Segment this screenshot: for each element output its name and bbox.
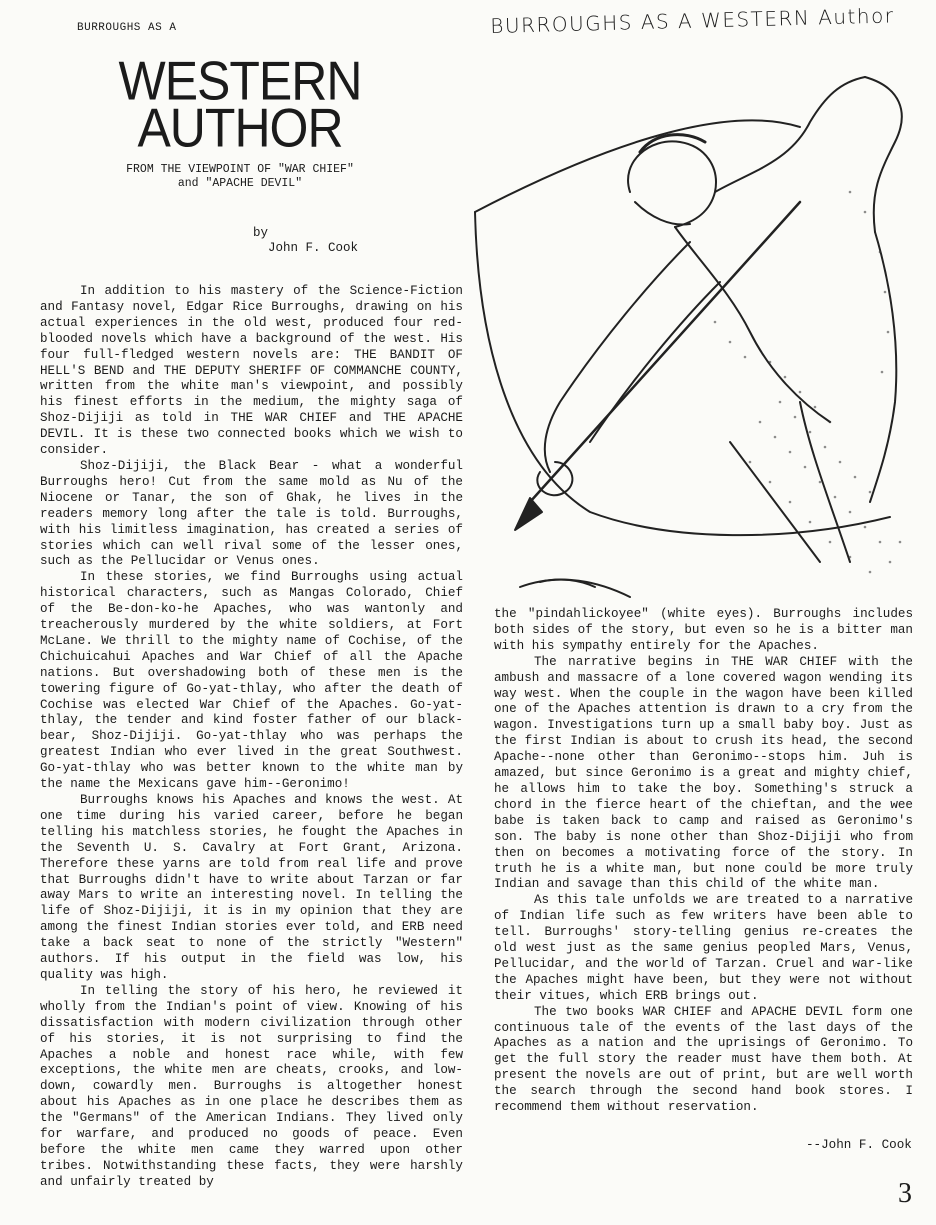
handwritten-title: BURROUGHS AS A WESTERN Author <box>490 3 895 38</box>
apache-archer-illustration <box>470 42 922 602</box>
page-number: 3 <box>898 1178 912 1209</box>
paragraph: As this tale unfolds we are treated to a narrative of Indian life such as few writers have been able to tell. Burroughs' story-telling genius re-creates the old west just as the same genius peopled Mars, Venus, Pellucidar, and the world of Tarzan. Cruel and war-like the Apaches might have been, but they were not without their vitues, which ERB brings out. <box>494 893 913 1003</box>
article-column-left <box>40 284 463 1191</box>
paragraph: In addition to his mastery of the Science-Fiction and Fantasy novel, Edgar Rice Burroughs, drawing on his actual experiences in the old west, produced four red-blooded novels which have a background of the west. His four full-fledged western novels are: THE BANDIT OF HELL'S BEND and THE DEPUTY SHERIFF OF COMMANCHE COUNTY, written from the white man's viewpoint, and possibly his finest efforts in the medium, the mighty saga of Shoz-Dijiji as told in THE WAR CHIEF and THE APACHE DEVIL. It is these two connected books which we wish to consider. <box>40 284 463 458</box>
byline-author: John F. Cook <box>268 241 359 255</box>
paragraph: The two books WAR CHIEF and APACHE DEVIL form one continuous tale of the events of the last days of the Apaches as a nation and the uprisings of Geronimo. To get the full story the reader must have them both. At present the novels are out of print, but are well worth the search through the second hand book stores. I recommend them without reservation. <box>494 1004 913 1115</box>
article-title <box>110 50 370 159</box>
article-column-right <box>494 607 913 1116</box>
kicker-text: BURROUGHS AS A <box>77 22 177 34</box>
paragraph: Shoz-Dijiji, the Black Bear - what a wonderful Burroughs hero! Cut from the same mold as Nu of the Niocene or Tanar, the son of Ghak, he lives in the readers memory long after the tale is told. Burroughs, with his limitless imagination, has created a series of stories which can well rival some of the lesser ones, such as the Pellucidar or Venus ones. <box>40 458 463 569</box>
paragraph: In these stories, we find Burroughs using actual historical characters, such as Mangas Colorado, Chief of the Be-don-ko-he Apaches, who was wantonly and treacherously murdered by the white soldiers, at Fort McLane. We thrill to the mighty name of Cochise, of the Chichuicahui Apaches and War Chief of all the Apache nations. But overshadowing both of these men is the towering figure of Go-yat-thlay, who after the death of Cochise was elected War Chief of the Apaches. Go-yat-thlay, the tender and kind foster father of our black-bear, Shoz-Dijiji. Go-yat-thlay who was perhaps the greatest Indian who ever lived in the great Southwest. Go-yat-thlay who was better known to the white man by the name the Mexicans gave him--Geronimo! <box>40 570 463 792</box>
paragraph: the "pindahlickoyee" (white eyes). Burroughs includes both sides of the story, but even so he is a bitter man with his sympathy entirely for the Apaches. <box>494 607 913 653</box>
byline-by: by <box>253 226 269 240</box>
paragraph: Burroughs knows his Apaches and knows the west. At one time during his varied career, before he began telling his matchless stories, he fought the Apaches in the Seventh U. S. Cavalry at Fort Grant, Arizona. Therefore these yarns are told from real life and prove that Burroughs didn't have to write about Tarzan or far away Mars to write an interesting novel. In telling the life of Shoz-Dijiji, it is in my opinion that they are among the finest Indian stories ever told, and ERB need take a back seat to none of the strictly "Western" authors. If his output in the field was low, his quality was high. <box>40 793 463 982</box>
signature: --John F. Cook <box>806 1138 912 1152</box>
title-line-1: WESTERN <box>118 50 362 112</box>
paragraph: In telling the story of his hero, he reviewed it wholly from the Indian's point of view. Knowing of his dissatisfaction with modern civilization through other of his stories, it is not surprising to find the Apaches a noble and honest race while, with few exceptions, the white men are cheats, crooks, and low-down, cowardly men. Burroughs is altogether honest about his Apaches as in one place he describes them as the "Germans" of the American Indians. They lived only for warfare, and produced no goods of peace. Even before the white men came they warred upon other tribes. Notwithstanding these facts, they were harshly and unfairly treated by <box>40 983 463 1189</box>
article-subtitle: FROM THE VIEWPOINT OF "WAR CHIEF" and "APACHE DEVIL" <box>126 163 354 190</box>
paragraph: The narrative begins in THE WAR CHIEF with the ambush and massacre of a lone covered wagon wending its way west. When the couple in the wagon have been killed one of the Apaches attention is drawn to a cry from the wagon. Investigations turn up a small baby boy. Just as the first Indian is about to crush its head, the second Apache--none other than Geronimo--stops him. Juh is amazed, but since Geronimo is a great and mighty chief, he allows him to take the boy. Something's struck a chord in the fierce heart of the chieftan, and the wee babe is taken back to camp and raised as Geronimo's son. The baby is none other than Shoz-Dijiji who from then on becomes a motivating force of the story. In truth he is a white man, but none could be more truly Indian and savage than this child of the white man. <box>494 654 913 892</box>
title-line-2: AUTHOR <box>137 97 343 159</box>
